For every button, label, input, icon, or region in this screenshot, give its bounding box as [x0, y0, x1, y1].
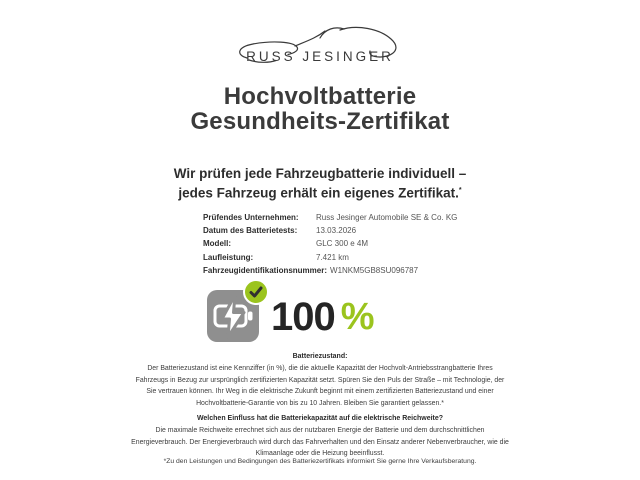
dealer-name: RUSS JESINGER	[246, 49, 394, 64]
subtitle	[0, 166, 640, 202]
detail-value: 13.03.2026	[316, 226, 357, 236]
table-row	[203, 264, 457, 277]
car-sketch-icon	[232, 10, 408, 68]
table-row	[203, 224, 457, 237]
footnote-marker: *	[458, 186, 462, 194]
dealer-logo	[232, 10, 408, 68]
subtitle-line1: Wir prüfen jede Fahrzeugbatterie individuell –	[173, 166, 467, 181]
score-value: 100	[271, 295, 335, 339]
vehicle-details-table	[203, 211, 457, 277]
checkmark-icon	[243, 279, 269, 305]
section-body: Die maximale Reichweite errechnet sich aus der nutzbaren Energie der Batterie und dem durchschnittlichen Energieverbrauch. Der Energieverbrauch wird durch das Fahrverhalten und den Einsatz anderer Nebenverbraucher, wie die Klimaanlage oder die Heizung beeinflusst.	[131, 427, 509, 458]
detail-value: Russ Jesinger Automobile SE & Co. KG	[316, 213, 458, 222]
page-title	[0, 84, 640, 134]
detail-label: Modell:	[203, 239, 231, 249]
detail-value: W1NKM5GB8SU096787	[330, 265, 419, 275]
subtitle-line2-text: jedes Fahrzeug erhält ein eigenes Zertifikat.	[178, 185, 459, 200]
subtitle-line2	[0, 183, 640, 202]
battery-icon-wrap	[207, 290, 259, 342]
table-row	[203, 211, 457, 224]
section-heading: Batteriezustand:	[292, 353, 348, 360]
battery-health-score	[207, 281, 375, 342]
detail-value: GLC 300 e 4M	[316, 239, 369, 249]
detail-label: Laufleistung:	[203, 252, 254, 262]
detail-value: 7.421 km	[316, 252, 349, 262]
section-body: Der Batteriezustand ist eine Kennziffer (in %), die die aktuelle Kapazität der Hochvolt-Antriebsstrangbatterie Ihres Fahrzeugs in Bezug zur ursprünglich zertifizierten Kapazität setzt. Spüren Sie den Puls der Straße – mit Technologie, der Sie vertrauen können. Ihr Weg in die elektrische Zukunft beginnt mit einem zertifizierten Batteriezustand und einer Hochvoltbatterie-Garantie von bis zu 10 Jahren. Bleiben Sie garantiert gelassen.*	[135, 365, 505, 407]
table-row	[203, 251, 457, 264]
page-title-line1: Hochvoltbatterie	[223, 83, 417, 110]
detail-label: Datum des Batterietests:	[203, 226, 298, 236]
table-row	[203, 237, 457, 250]
detail-label: Prüfendes Unternehmen:	[203, 213, 299, 222]
section-range-influence	[0, 413, 640, 460]
footnote: *Zu den Leistungen und Bedingungen des Batteriezertifikats informiert Sie gerne Ihre Verkaufsberatung.	[163, 458, 477, 465]
section-heading: Welchen Einfluss hat die Batteriekapazität auf die elektrische Reichweite?	[196, 415, 444, 422]
detail-label: Fahrzeugidentifikationsnummer:	[203, 265, 328, 275]
score-unit: %	[340, 296, 375, 338]
section-battery-state	[0, 351, 640, 409]
page-title-line2: Gesundheits-Zertifikat	[190, 108, 450, 135]
score-text	[271, 295, 375, 340]
